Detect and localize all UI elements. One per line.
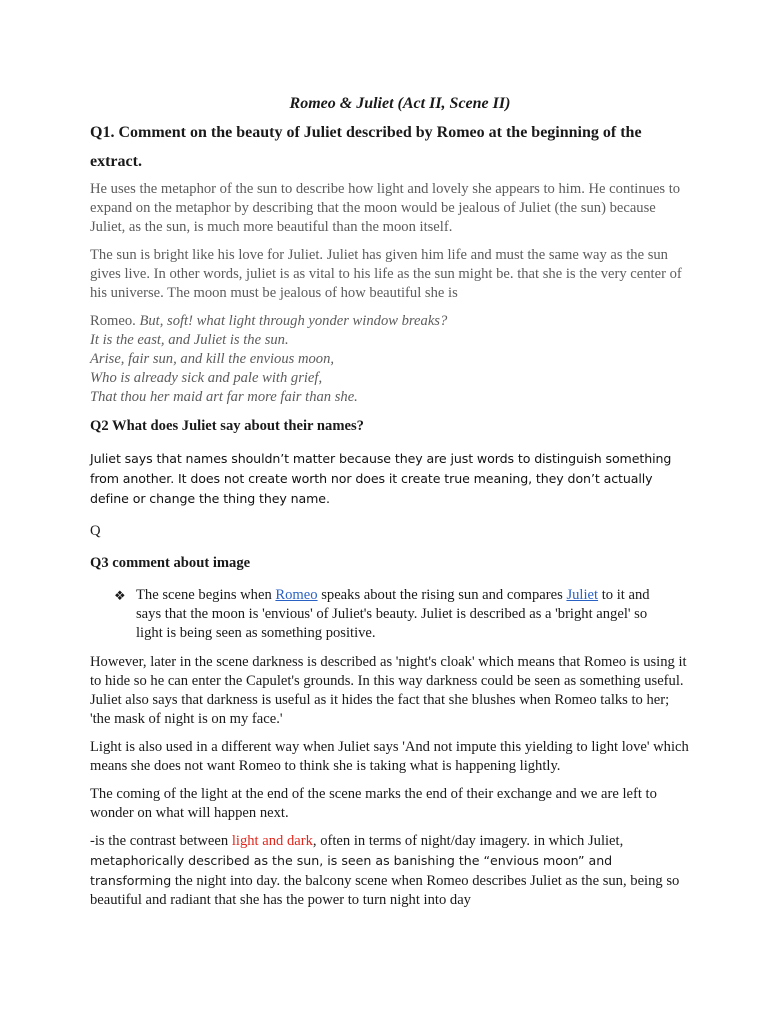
para4-part-2: , often in terms of night/day imagery. in which Juliet, xyxy=(312,833,624,849)
q3-paragraph-4 xyxy=(90,832,690,910)
light-and-dark-highlight: light and dark xyxy=(231,833,313,849)
quote-line-5: That thou her maid art far more fair than she. xyxy=(90,389,358,405)
quote-line-4: Who is already sick and pale with grief, xyxy=(90,370,323,386)
juliet-link[interactable]: Juliet xyxy=(566,587,599,603)
bullet-text-part-2: speaks about the rising sun and compares xyxy=(317,587,567,603)
q1-answer-paragraph-2: The sun is bright like his love for Juliet. Juliet has given him life and must the same way as the sun gives live. In other words, juliet is as vital to his life as the sun might be. that she is the very center of his universe. The moon must be jealous of how beautiful she is xyxy=(90,247,682,301)
q3-paragraph-1: However, later in the scene darkness is described as 'night's cloak' which means that Romeo is using it to hide so he can enter the Capulet's grounds. In this way darkness could be seen as something useful. Juliet also says that darkness is useful as it hides the fact that she blushes when Romeo talks to her; 'the mask of night is on my face.' xyxy=(90,654,687,727)
q1-answer-paragraph-1: He uses the metaphor of the sun to describe how light and lovely she appears to him. He continues to expand on the metaphor by describing that the moon would be jealous of Juliet (the sun) because Juliet, as the sun, is much more beautiful than the moon itself. xyxy=(90,181,681,235)
bullet-text-part-3: to it and says that the moon is 'envious' of Juliet's beauty. Juliet is described as a 'bright angel' so light is being seen as something positive. xyxy=(136,587,650,641)
quote-line-1 xyxy=(90,312,690,331)
q1-heading: Q1. Comment on the beauty of Juliet described by Romeo at the beginning of the extract. xyxy=(90,124,642,170)
romeo-link[interactable]: Romeo xyxy=(275,587,318,603)
bullet-text-part-1: The scene begins when xyxy=(136,587,276,603)
quote-line-2: It is the east, and Juliet is the sun. xyxy=(90,332,289,348)
document-title: Romeo & Juliet (Act II, Scene II) xyxy=(289,95,511,112)
q3-paragraph-2: Light is also used in a different way when Juliet says 'And not impute this yielding to light love' which means she does not want Romeo to think she is taking what is happening lightly. xyxy=(90,739,689,774)
para4-sans-part: metaphorically described as the sun, is seen as banishing the “envious moon” and transforming xyxy=(90,853,613,888)
para4-part-1: -is the contrast between xyxy=(90,833,232,849)
quote-line-1-text: But, soft! what light through yonder window breaks? xyxy=(139,313,448,329)
stray-q-label: Q xyxy=(90,523,101,539)
romeo-quote xyxy=(90,312,690,407)
q3-bullet-item xyxy=(114,586,690,643)
diamond-bullet-icon: ❖ xyxy=(114,588,126,603)
q3-heading: Q3 comment about image xyxy=(90,555,251,571)
quote-speaker: Romeo. xyxy=(90,313,136,329)
q2-answer: Juliet says that names shouldn’t matter because they are just words to distinguish something from another. It does not create worth nor does it create true meaning, they don’t actually define or change the thing they name. xyxy=(90,451,672,506)
q3-bullet-text xyxy=(136,586,676,643)
document-page xyxy=(90,94,690,919)
q2-heading: Q2 What does Juliet say about their names? xyxy=(90,418,364,434)
para4-part-3: the night into day. the balcony scene when Romeo describes Juliet as the sun, being so beautiful and radiant that she has the power to turn night into day xyxy=(90,873,680,908)
quote-line-3: Arise, fair sun, and kill the envious moon, xyxy=(90,351,335,367)
q3-paragraph-3: The coming of the light at the end of the scene marks the end of their exchange and we are left to wonder on what will happen next. xyxy=(90,786,657,821)
